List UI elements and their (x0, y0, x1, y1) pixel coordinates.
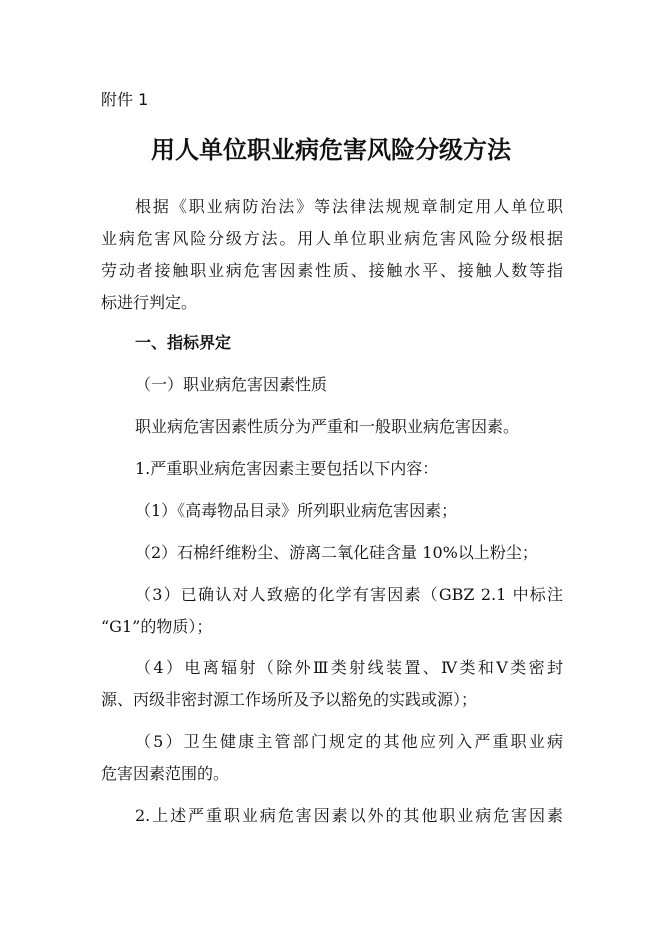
sub-item-3-line-1: （3）已确认对人致癌的化学有害因素（GBZ 2.1 中标注 (135, 585, 563, 604)
sub-item-4-line-1: （4）电离辐射（除外Ⅲ类射线装置、Ⅳ类和Ⅴ类密封 (135, 658, 563, 677)
item-1-heading: 1.严重职业病危害因素主要包括以下内容： (135, 459, 439, 478)
section-heading: 一、指标界定 (135, 333, 232, 352)
intro-line-2: 业病危害风险分级方法。用人单位职业病危害风险分级根据 (101, 229, 563, 248)
item-2-line: 2.上述严重职业病危害因素以外的其他职业病危害因素 (135, 806, 563, 825)
sub-item-5-line-2: 危害因素范围的。 (101, 764, 230, 783)
sub-item-4-line-2: 源、丙级非密封源工作场所及予以豁免的实践或源）； (101, 690, 478, 709)
intro-line-1: 根据《职业病防治法》等法律法规规章制定用人单位职 (135, 197, 563, 216)
intro-line-4: 标进行判定。 (101, 293, 198, 312)
document-title: 用人单位职业病危害风险分级方法 (151, 136, 511, 164)
sub-item-5-line-1: （5）卫生健康主管部门规定的其他应列入严重职业病 (135, 732, 563, 751)
sub-item-3-line-2: “G1”的物质）； (101, 617, 213, 636)
subsection-heading: （一）职业病危害因素性质 (135, 375, 328, 394)
attachment-label: 附件 1 (101, 90, 149, 109)
sub-item-2: （2）石棉纤维粉尘、游离二氧化硅含量 10%以上粉尘； (135, 543, 538, 562)
classification-paragraph: 职业病危害因素性质分为严重和一般职业病危害因素。 (135, 417, 520, 436)
intro-line-3: 劳动者接触职业病危害因素性质、接触水平、接触人数等指 (101, 261, 563, 280)
sub-item-1: （1）《高毒物品目录》所列职业病危害因素； (135, 501, 458, 520)
